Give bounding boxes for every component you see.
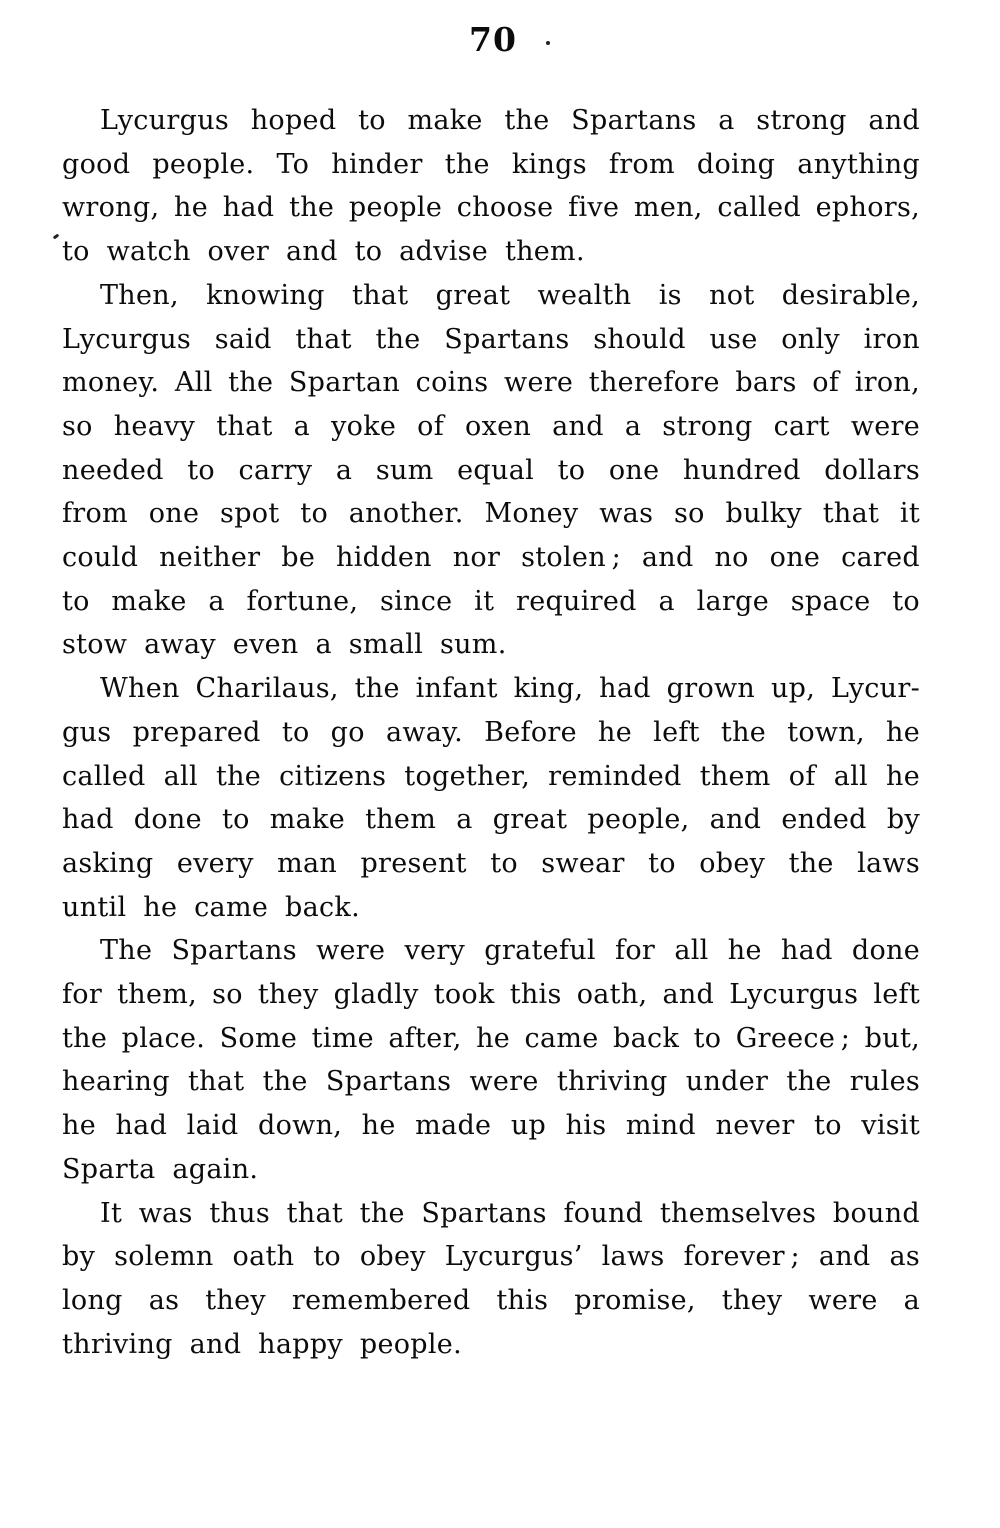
text-line: from one spot to another. Money was so bulky that it	[62, 498, 920, 530]
text-line: to make a fortune, since it required a large space to	[62, 585, 920, 617]
page-number: 70	[469, 20, 517, 59]
text-line: needed to carry a sum equal to one hundred dollars	[62, 454, 920, 486]
text-line: thriving and happy people.	[62, 1328, 462, 1360]
text-line: could neither be hidden nor stolen ; and no one cared	[62, 542, 920, 574]
text-line: Sparta again.	[62, 1153, 259, 1185]
paragraph	[62, 1192, 920, 1367]
text-line: Then, knowing that great wealth is not desirable,	[100, 279, 920, 311]
text-line: had done to make them a great people, and ended by	[62, 804, 920, 836]
text-line: to watch over and to advise them.	[62, 236, 585, 268]
paragraph	[62, 929, 920, 1191]
text-line: he had laid down, he made up his mind never to visit	[62, 1110, 920, 1142]
text-line: hearing that the Spartans were thriving under the rules	[62, 1066, 920, 1098]
text-line: asking every man present to swear to obey the laws	[62, 847, 920, 879]
page-body	[62, 99, 920, 1366]
text-line: When Charilaus, the infant king, had grown up, Lycur-	[100, 673, 920, 705]
text-line: until he came back.	[62, 891, 360, 923]
text-line: The Spartans were very grateful for all he had done	[100, 935, 920, 967]
paragraph	[62, 274, 920, 667]
text-line: money. All the Spartan coins were therefore bars of iron,	[62, 367, 920, 399]
text-line: stow away even a small sum.	[62, 629, 507, 661]
text-line: so heavy that a yoke of oxen and a strong cart were	[62, 410, 920, 442]
ink-speck	[546, 41, 550, 45]
paragraph	[62, 667, 920, 929]
text-line: the place. Some time after, he came back to Greece ; but,	[62, 1022, 920, 1054]
text-line: gus prepared to go away. Before he left the town, he	[62, 716, 920, 748]
text-line: wrong, he had the people choose five men, called ephors,	[62, 192, 920, 224]
ink-speck	[53, 234, 60, 240]
text-line: It was thus that the Spartans found themselves bound	[100, 1197, 920, 1229]
text-line: Lycurgus said that the Spartans should use only iron	[62, 323, 920, 355]
text-line: good people. To hinder the kings from doing anything	[62, 148, 920, 180]
text-line: by solemn oath to obey Lycurgus’ laws forever ; and as	[62, 1241, 920, 1273]
text-line: called all the citizens together, reminded them of all he	[62, 760, 920, 792]
paragraph	[62, 99, 920, 274]
text-line: long as they remembered this promise, they were a	[62, 1284, 920, 1316]
text-line: for them, so they gladly took this oath, and Lycurgus left	[62, 979, 920, 1011]
text-line: Lycurgus hoped to make the Spartans a strong and	[100, 105, 920, 136]
